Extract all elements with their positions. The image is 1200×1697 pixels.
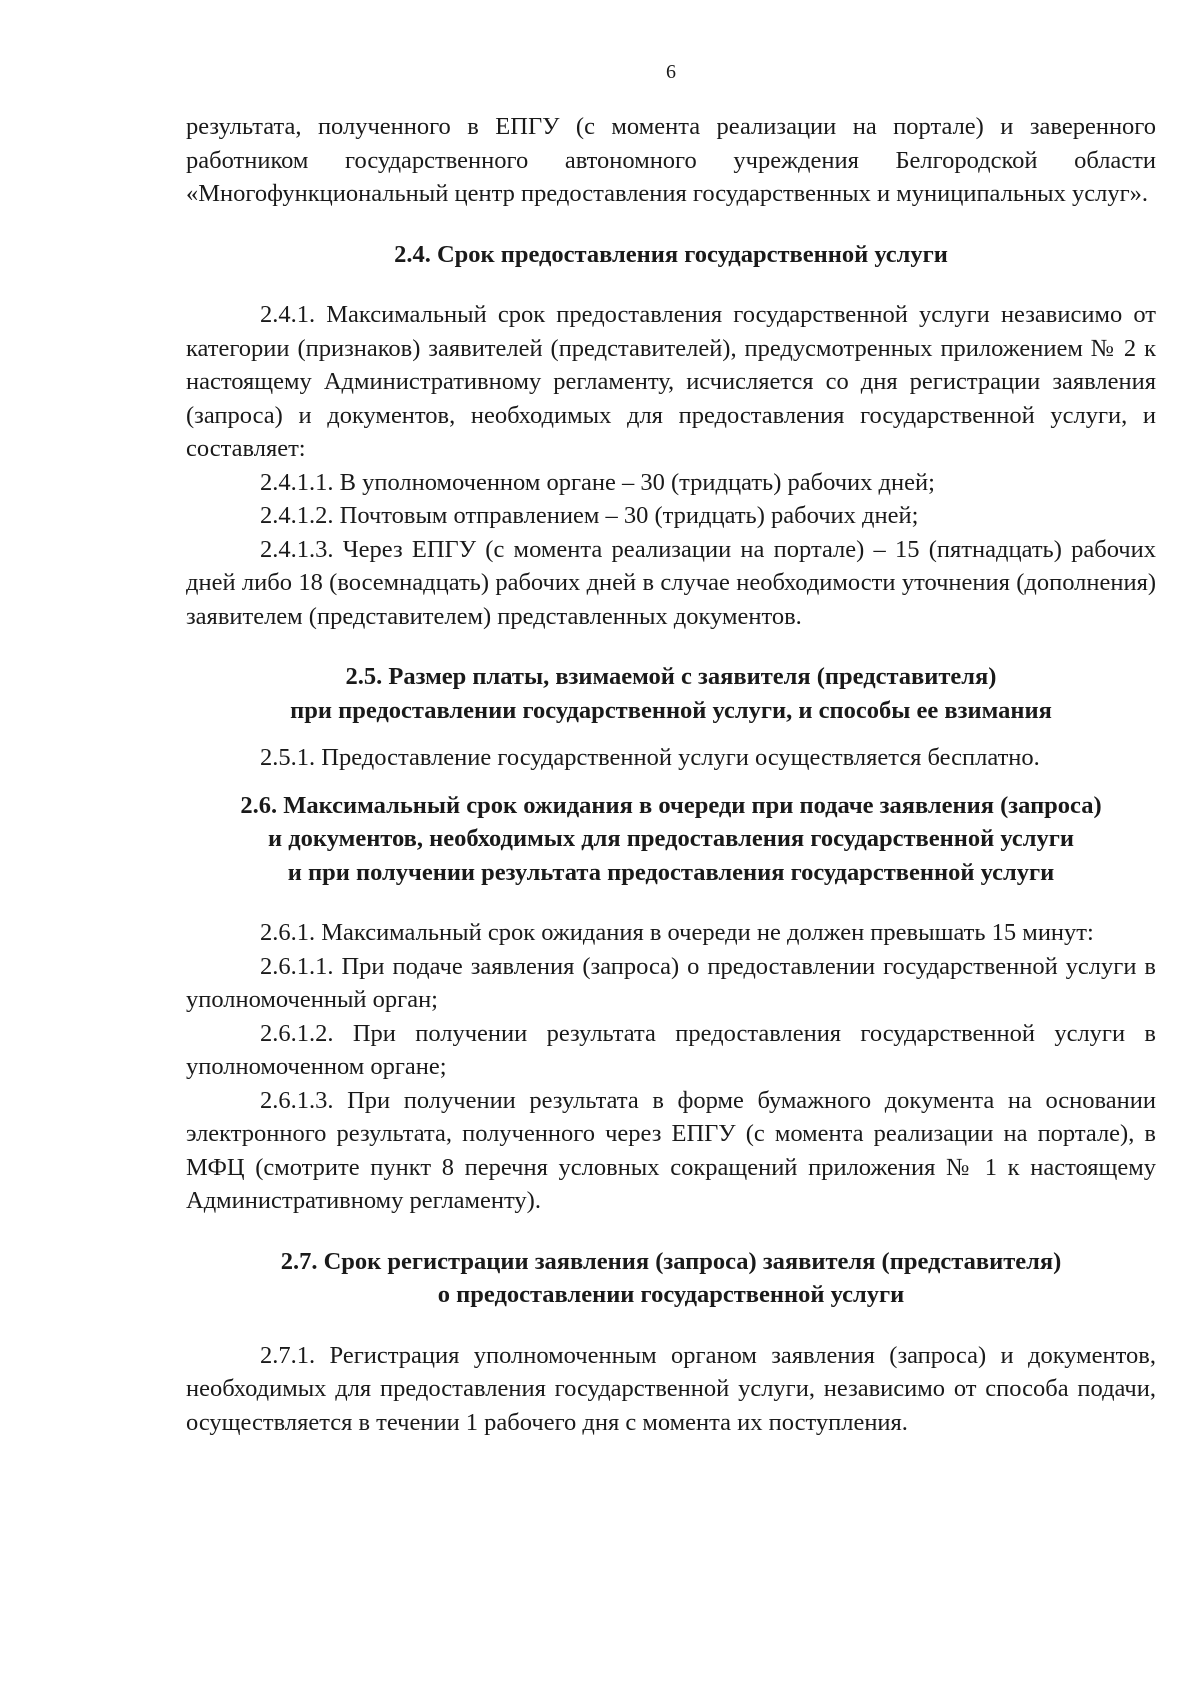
paragraph-2-4-1-3: 2.4.1.3. Через ЕПГУ (с момента реализации на портале) – 15 (пятнадцать) рабочих дней либо 18 (восемнадцать) рабочих дней в случае необходимости уточнения (дополнения) заявителем (представителем) представленных документов.: [186, 535, 1156, 630]
paragraph-2-6-1-3: 2.6.1.3. При получении результата в форме бумажного документа на основании электронного результата, полученного через ЕПГУ (с момента реализации на портале), в МФЦ (смотрите пункт 8 перечня условных сокращений приложения № 1 к настоящему Административному регламенту).: [186, 1086, 1156, 1214]
section-2-6-heading-line-1: 2.6. Максимальный срок ожидания в очереди при подаче заявления (запроса): [240, 791, 1102, 819]
section-2-7-heading-line-2: о предоставлении государственной услуги: [437, 1281, 905, 1308]
paragraph-2-6-1: 2.6.1. Максимальный срок ожидания в очереди не должен превышать 15 минут:: [260, 919, 1094, 946]
section-2-6-heading-line-3: и при получении результата предоставления государственной услуги: [287, 858, 1055, 886]
section-2-6-heading-line-2: и документов, необходимых для предоставления государственной услуги: [268, 825, 1074, 852]
paragraph-2-4-1-1: 2.4.1.1. В уполномоченном органе – 30 (тридцать) рабочих дней;: [260, 468, 935, 496]
paragraph-2-6-1-2: 2.6.1.2. При получении результата предоставления государственной услуги в уполномоченном органе;: [186, 1019, 1156, 1080]
paragraph-2-4-1: 2.4.1. Максимальный срок предоставления государственной услуги независимо от категории (признаков) заявителей (представителей), предусмотренных приложением № 2 к настоящему Административному регламенту, исчисляется со дня регистрации заявления (запроса) и документов, необходимых для предоставления государственной услуги, и составляет:: [186, 301, 1156, 462]
paragraph-2-4-1-2: 2.4.1.2. Почтовым отправлением – 30 (тридцать) рабочих дней;: [260, 502, 919, 529]
section-2-4-heading: 2.4. Срок предоставления государственной услуги: [394, 240, 948, 268]
section-2-5-heading-line-2: при предоставлении государственной услуги, и способы ее взимания: [290, 696, 1052, 724]
intro-paragraph: результата, полученного в ЕПГУ (с момента реализации на портале) и заверенного работником государственного автономного учреждения Белгородской области «Многофункциональный центр предоставления государственных и муниципальных услуг».: [186, 113, 1156, 207]
page-number: 6: [666, 61, 676, 83]
paragraph-2-5-1: 2.5.1. Предоставление государственной услуги осуществляется бесплатно.: [260, 744, 1040, 771]
section-2-5-heading: [186, 660, 1156, 727]
section-2-7-heading-line-1: 2.7. Срок регистрации заявления (запроса) заявителя (представителя): [280, 1247, 1062, 1275]
section-2-7-heading: [186, 1245, 1156, 1312]
paragraph-2-7-1: 2.7.1. Регистрация уполномоченным органом заявления (запроса) и документов, необходимых для предоставления государственной услуги, независимо от способа подачи, осуществляется в течении 1 рабочего дня с момента их поступления.: [186, 1341, 1156, 1436]
document-page: [186, 60, 1156, 1439]
paragraph-2-6-1-1: 2.6.1.1. При подаче заявления (запроса) о предоставлении государственной услуги в уполномоченный орган;: [186, 952, 1156, 1013]
section-2-5-heading-line-1: 2.5. Размер платы, взимаемой с заявителя (представителя): [345, 663, 997, 690]
section-2-6-heading: [186, 789, 1156, 890]
